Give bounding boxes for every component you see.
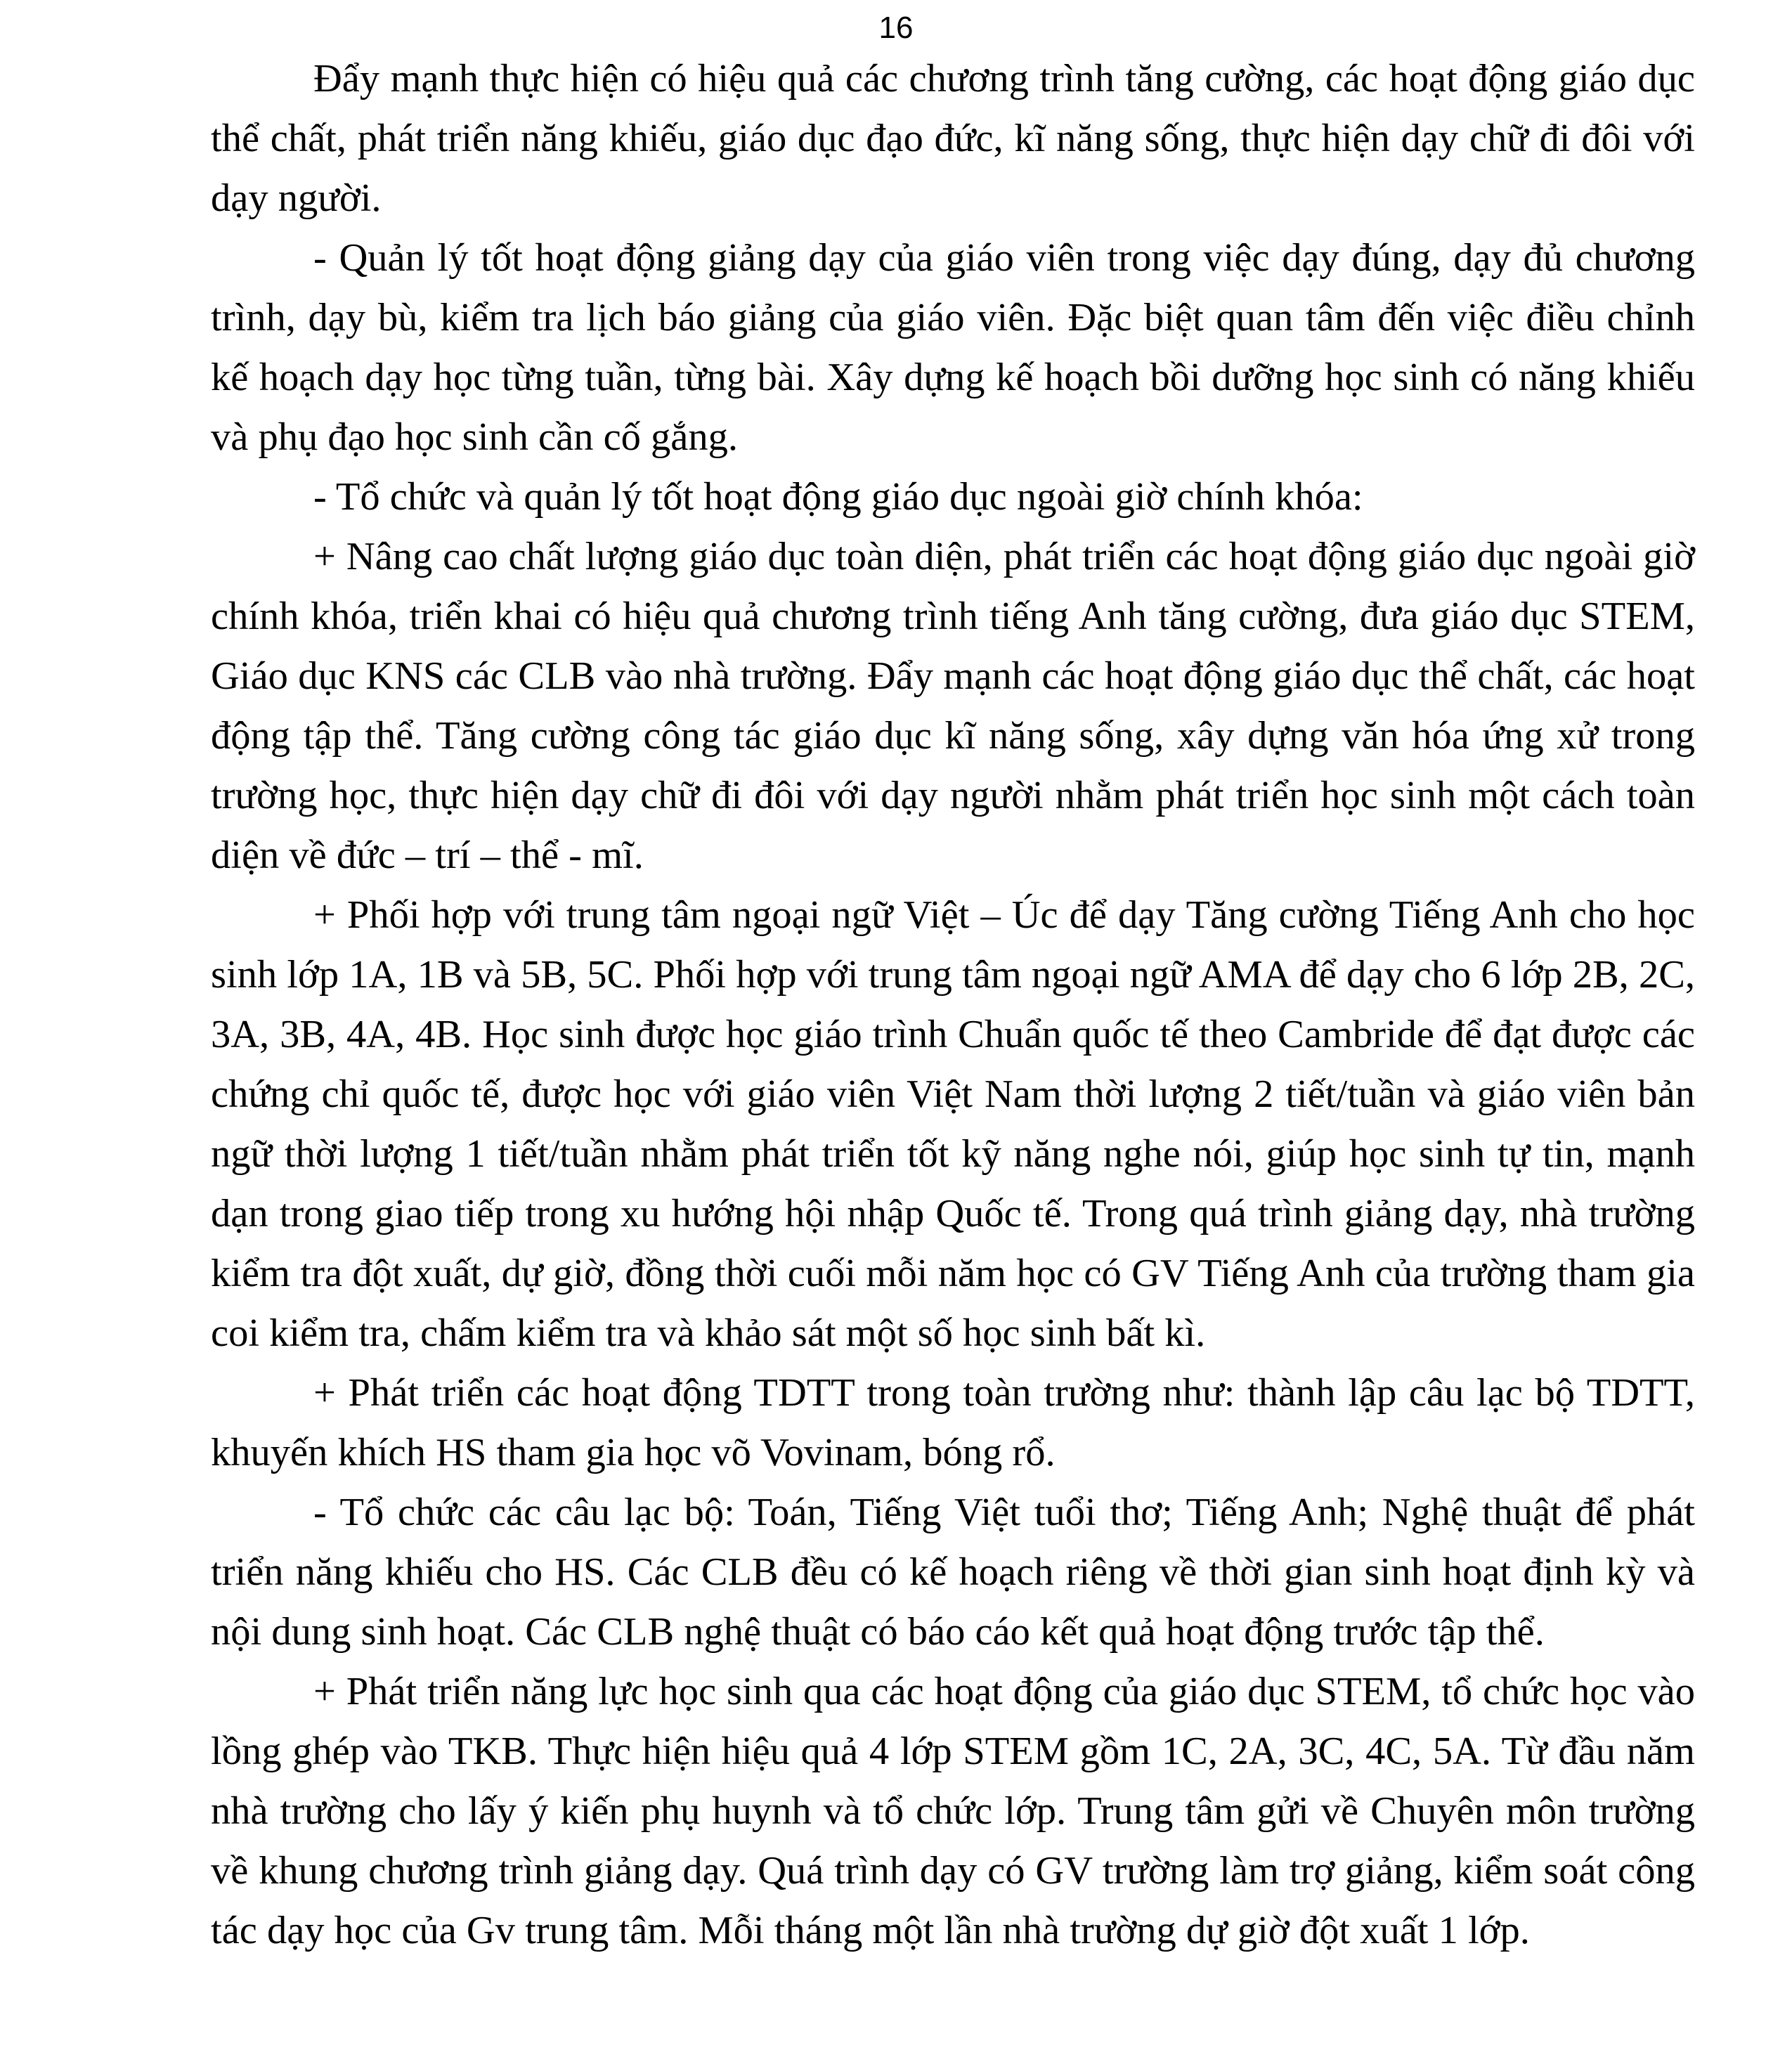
paragraph: + Nâng cao chất lượng giáo dục toàn diện, phát triển các hoạt động giáo dục ngoài giờ chính khóa, triển khai có hiệu quả chương trình tiếng Anh tăng cường, đưa giáo dục STEM, Giáo dục KNS các CLB vào nhà trường. Đẩy mạnh các hoạt động giáo dục thể chất, các hoạt động tập thể. Tăng cường công tác giáo dục kĩ năng sống, xây dựng văn hóa ứng xử trong trường học, thực hiện dạy chữ đi đôi với dạy người nhằm phát triển học sinh một cách toàn diện về đức – trí – thể - mĩ. — [211, 535, 1695, 877]
paragraph: - Quản lý tốt hoạt động giảng dạy của giáo viên trong việc dạy đúng, dạy đủ chương trình, dạy bù, kiểm tra lịch báo giảng của giáo viên. Đặc biệt quan tâm đến việc điều chỉnh kế hoạch dạy học từng tuần, từng bài. Xây dựng kế hoạch bồi dưỡng học sinh có năng khiếu và phụ đạo học sinh cần cố gắng. — [211, 236, 1695, 459]
paragraph: - Tổ chức các câu lạc bộ: Toán, Tiếng Việt tuổi thơ; Tiếng Anh; Nghệ thuật để phát triển năng khiếu cho HS. Các CLB đều có kế hoạch riêng về thời gian sinh hoạt định kỳ và nội dung sinh hoạt. Các CLB nghệ thuật có báo cáo kết quả hoạt động trước tập thể. — [211, 1491, 1695, 1654]
paragraph: Đẩy mạnh thực hiện có hiệu quả các chương trình tăng cường, các hoạt động giáo dục thể chất, phát triển năng khiếu, giáo dục đạo đức, kĩ năng sống, thực hiện dạy chữ đi đôi với dạy người. — [211, 57, 1695, 220]
paragraph: + Phối hợp với trung tâm ngoại ngữ Việt – Úc để dạy Tăng cường Tiếng Anh cho học sinh lớp 1A, 1B và 5B, 5C. Phối hợp với trung tâm ngoại ngữ AMA để dạy cho 6 lớp 2B, 2C, 3A, 3B, 4A, 4B. Học sinh được học giáo trình Chuẩn quốc tế theo Cambride để đạt được các chứng chỉ quốc tế, được học với giáo viên Việt Nam thời lượng 2 tiết/tuần và giáo viên bản ngữ thời lượng 1 tiết/tuần nhằm phát triển tốt kỹ năng nghe nói, giúp học sinh tự tin, mạnh dạn trong giao tiếp trong xu hướng hội nhập Quốc tế. Trong quá trình giảng dạy, nhà trường kiểm tra đột xuất, dự giờ, đồng thời cuối mỗi năm học có GV Tiếng Anh của trường tham gia coi kiểm tra, chấm kiểm tra và khảo sát một số học sinh bất kì. — [211, 893, 1695, 1355]
paragraph: + Phát triển năng lực học sinh qua các hoạt động của giáo dục STEM, tổ chức học vào lồng ghép vào TKB. Thực hiện hiệu quả 4 lớp STEM gồm 1C, 2A, 3C, 4C, 5A. Từ đầu năm nhà trường cho lấy ý kiến phụ huynh và tổ chức lớp. Trung tâm gửi về Chuyên môn trường về khung chương trình giảng dạy. Quá trình dạy có GV trường làm trợ giảng, kiểm soát công tác dạy học của Gv trung tâm. Mỗi tháng một lần nhà trường dự giờ đột xuất 1 lớp. — [211, 1670, 1695, 1952]
document-body — [211, 49, 1695, 1961]
page-number: 16 — [878, 11, 914, 45]
paragraph: - Tổ chức và quản lý tốt hoạt động giáo dục ngoài giờ chính khóa: — [313, 475, 1363, 519]
paragraph: + Phát triển các hoạt động TDTT trong toàn trường như: thành lập câu lạc bộ TDTT, khuyến khích HS tham gia học võ Vovinam, bóng rổ. — [211, 1371, 1695, 1474]
